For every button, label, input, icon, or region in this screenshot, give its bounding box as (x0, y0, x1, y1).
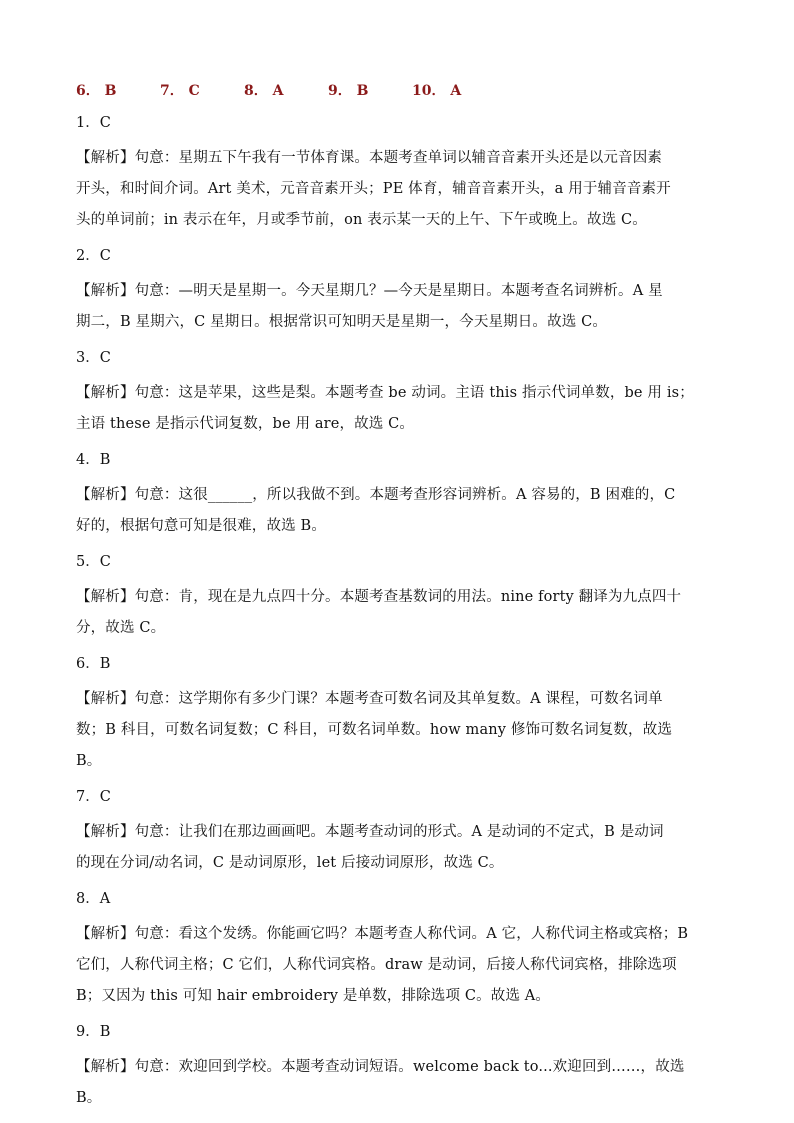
explanation-line: 【解析】句意：这学期你有多少门课？本题考查可数名词及其单复数。A 课程，可数名词单 (76, 691, 663, 707)
explanation-line: 好的，根据句意可知是很难，故选 B。 (76, 518, 326, 534)
explanation-line: 期二，B 星期六，C 星期日。根据常识可知明天是星期一，今天星期日。故选 C。 (76, 314, 608, 330)
explanation-line: 【解析】句意：星期五下午我有一节体育课。本题考查单词以辅音音素开头还是以元音因素 (76, 150, 662, 166)
explanation-line: 【解析】句意：让我们在那边画画吧。本题考查动词的形式。A 是动词的不定式，B 是动词 (76, 824, 664, 840)
explanation-line: 【解析】句意：看这个发绣。你能画它吗？本题考查人称代词。A 它，人称代词主格或宾格；B (76, 926, 689, 942)
explanation-item (76, 551, 736, 644)
explanation-item (76, 347, 736, 440)
question-answer-label: 8．A (76, 891, 111, 907)
answer-key-row (76, 80, 736, 102)
explanation-item (76, 653, 736, 777)
explanation-line: 主语 these 是指示代词复数，be 用 are，故选 C。 (76, 416, 415, 432)
answer-page (76, 80, 736, 1123)
answer-key-item: 8． A (244, 83, 284, 99)
explanation-line: 分，故选 C。 (76, 620, 166, 636)
explanation-item (76, 786, 736, 879)
explanation-item (76, 245, 736, 338)
explanation-line: B；又因为 this 可知 hair embroidery 是单数，排除选项 C。故选 A。 (76, 988, 551, 1004)
question-answer-label: 3．C (76, 350, 111, 366)
explanation-line: 的现在分词/动名词，C 是动词原形，let 后接动词原形，故选 C。 (76, 855, 504, 871)
explanation-item (76, 449, 736, 542)
explanation-line: 开头，和时间介词。Art 美术，元音音素开头；PE 体育，辅音音素开头，a 用于辅音音素开 (76, 181, 671, 197)
explanation-item (76, 112, 736, 236)
explanation-line: 【解析】句意：这是苹果，这些是梨。本题考查 be 动词。主语 this 指示代词单数，be 用 is； (76, 385, 694, 401)
explanation-line: 头的单词前；in 表示在年，月或季节前，on 表示某一天的上午、下午或晚上。故选 C。 (76, 212, 647, 228)
explanation-list (76, 112, 736, 1114)
question-answer-label: 2．C (76, 248, 111, 264)
answer-key-item: 7． C (160, 83, 200, 99)
answer-key-item: 6． B (76, 83, 117, 99)
question-answer-label: 6．B (76, 656, 111, 672)
explanation-item (76, 888, 736, 1012)
explanation-line: 【解析】句意：欢迎回到学校。本题考查动词短语。welcome back to...欢迎回到……，故选 (76, 1059, 685, 1075)
explanation-line: B。 (76, 1090, 102, 1106)
explanation-line: 它们，人称代词主格；C 它们，人称代词宾格。draw 是动词，后接人称代词宾格，排除选项 (76, 957, 677, 973)
explanation-item (76, 1021, 736, 1114)
answer-key-item: 10． A (412, 83, 462, 99)
explanation-line: 数；B 科目，可数名词复数；C 科目，可数名词单数。how many 修饰可数名词复数，故选 (76, 722, 672, 738)
question-answer-label: 9．B (76, 1024, 111, 1040)
question-answer-label: 7．C (76, 789, 111, 805)
question-answer-label: 4．B (76, 452, 111, 468)
explanation-line: 【解析】句意：肯，现在是九点四十分。本题考查基数词的用法。nine forty 翻译为九点四十 (76, 589, 682, 605)
question-answer-label: 5．C (76, 554, 111, 570)
explanation-line: 【解析】句意：这很______，所以我做不到。本题考查形容词辨析。A 容易的，B 困难的，C (76, 487, 676, 503)
explanation-line: 【解析】句意：—明天是星期一。今天星期几？—今天是星期日。本题考查名词辨析。A 星 (76, 283, 663, 299)
explanation-line: B。 (76, 753, 102, 769)
answer-key-item: 9． B (328, 83, 369, 99)
question-answer-label: 1．C (76, 115, 111, 131)
